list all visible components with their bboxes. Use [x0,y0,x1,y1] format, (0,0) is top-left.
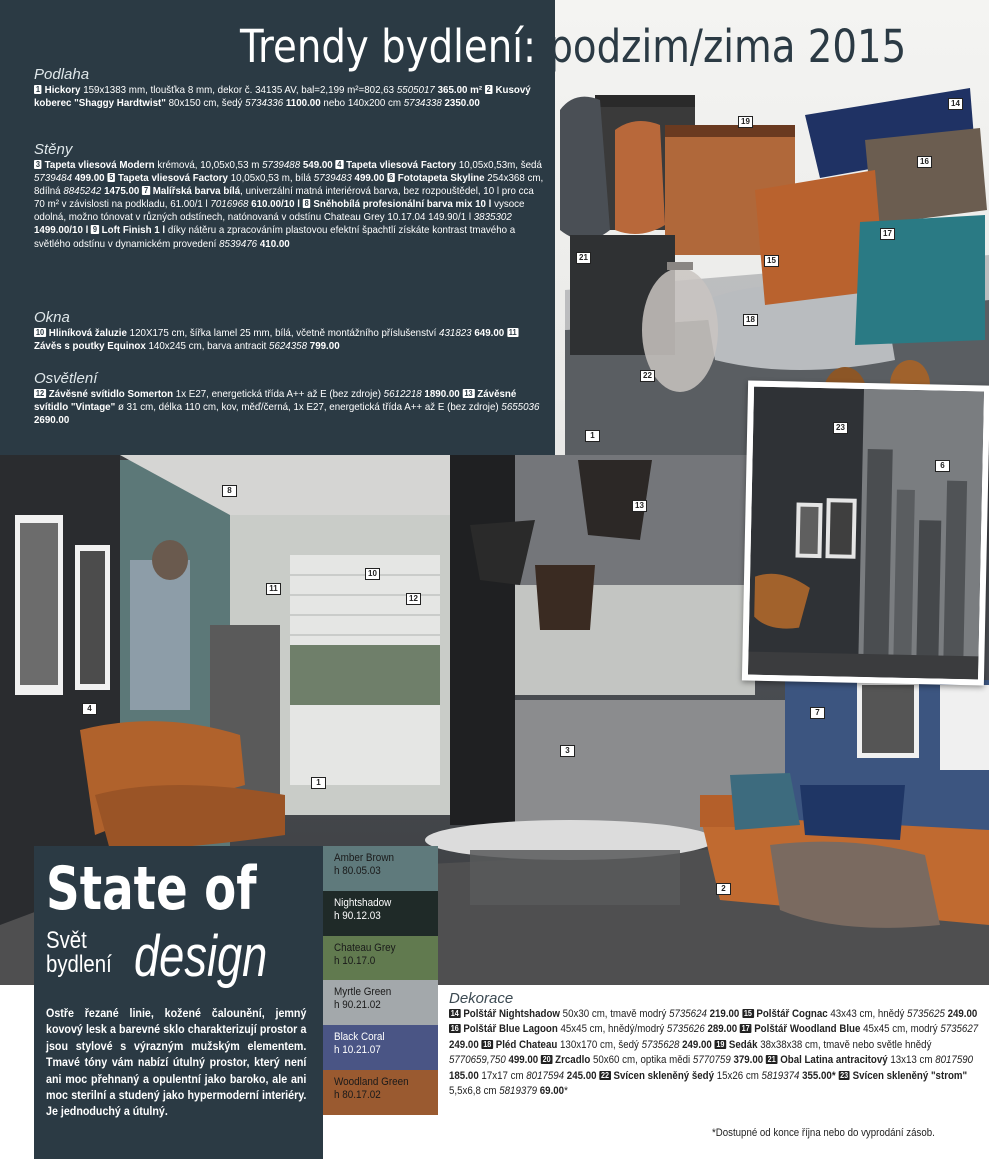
item-number-badge: 19 [716,1039,725,1049]
item-desc: 13x13 cm [887,1054,936,1067]
swatch-code: h 90.21.02 [334,999,381,1012]
item-price: 499.00 [508,1054,539,1067]
item-code: 5734338 [403,97,442,110]
item-code: 5739484 [34,172,73,185]
item-number-badge: 16 [450,1024,459,1034]
item-price: 379.00 [733,1054,764,1067]
item-desc: 130x170 cm, šedý [557,1038,642,1051]
item-number-badge: 18 [483,1039,492,1049]
callout-13: 13 [632,500,647,512]
item-code: 5735624 [669,1008,707,1020]
section-text [34,84,546,110]
item-desc: 38x38x38 cm, tmavě nebo světle hnědý [757,1038,932,1051]
item-number-badge: 6 [388,173,394,183]
item-desc: 50x60 cm, optika mědi [590,1054,693,1067]
skyline-wallpaper-photo [742,380,989,685]
item-number-badge: 9 [92,225,98,235]
item-code: 5819379 [499,1085,538,1098]
item-name: Závěsné svítidlo "Vintage" [34,388,517,414]
section-dekorace [449,990,989,1099]
section-heading: Okna [34,309,70,326]
item-code: 5505017 [396,84,435,96]
section-text [34,327,546,353]
swatch [323,1070,438,1115]
color-swatches [323,846,438,1115]
callout-15: 15 [764,255,779,267]
item-code: 7016968 [210,198,249,211]
item-name: Polštář Woodland Blue [754,1023,861,1036]
item-code: 5624358 [269,340,308,353]
item-number-badge: 17 [741,1024,750,1034]
section-text [34,159,546,251]
item-desc: 1x E27, energetická třída A++ až E (bez zdroje) [173,388,384,400]
swatch-code: h 10.17.0 [334,954,376,967]
section-heading: Dekorace [449,990,514,1007]
item-number-badge: 12 [35,389,45,398]
item-number-badge: 7 [143,186,149,196]
item-name: Obal Latina antracitový [780,1054,888,1067]
item-code: 5739488 [262,159,301,171]
item-number-badge: 11 [508,328,517,337]
callout-1b: 1 [311,777,326,789]
item-code: 8845242 [63,185,102,198]
swatch-name: Nightshadow [334,896,392,909]
item-price: 69.00 [539,1085,565,1098]
page-title-part1: Trendy bydlení: [240,20,537,73]
item-code: 5770659,750 [449,1054,506,1067]
swatch-name: Woodland Green [334,1075,409,1088]
item-price: 499.00 [74,172,105,185]
item-price: 649.00 [474,327,505,339]
item-name: Svícen skleněný "strom" [852,1069,968,1082]
callout-22: 22 [640,370,655,382]
item-price: 1100.00 [285,97,321,110]
item-price: 249.00 [449,1038,479,1051]
item-price: 249.00 [947,1008,978,1020]
item-code: 5770759 [692,1054,731,1067]
item-name: Tapeta vliesová Factory [117,172,228,185]
swatch-code: h 10.21.07 [334,1044,381,1057]
callout-8: 8 [222,485,237,497]
item-name: Závěsné svítidlo Somerton [48,388,174,400]
item-desc: 50x30 cm, tmavě modrý [559,1008,670,1020]
item-name: Sněhobílá profesionální barva mix 10 l [313,198,492,211]
swatch-name: Amber Brown [334,852,394,864]
item-name: Tapeta vliesová Modern [44,159,155,171]
section-podlaha [34,66,546,110]
sod-title-bydleni: bydlení [46,951,112,978]
item-desc: 159x1383 mm, tloušťka 8 mm, dekor č. 34135 AV, bal=2,199 m²=802,63 [80,84,397,96]
item-number-badge: 3 [35,160,41,169]
skyline-wallpaper-art [748,387,984,680]
item-number-badge: 14 [450,1009,459,1018]
item-number-badge: 10 [35,328,45,337]
item-desc: 5,5x6,8 cm [449,1085,500,1098]
item-code: 8017590 [935,1054,974,1067]
callout-14: 14 [948,98,963,110]
swatch [323,846,438,891]
callout-17: 17 [880,228,895,240]
item-name: Hliníková žaluzie [48,327,127,339]
item-name: Malířská barva bílá [152,185,241,198]
section-okna [34,309,546,353]
item-name: Loft Finish 1 l [101,224,166,237]
item-price: 1475.00 [104,185,140,198]
section-text [449,1007,985,1099]
callout-1a: 1 [585,430,600,442]
item-price: 499.00 [354,172,385,185]
item-desc: vysoce odolná, možno tónovat v různých odstínech, natónovaná v odstínu Chateau Grey 10.17.04 149.90/1 l [34,198,525,224]
item-name: Polštář Blue Lagoon [463,1023,558,1036]
item-code: 5735626 [666,1023,705,1036]
item-desc: 15x26 cm [714,1069,762,1082]
item-code: 5612218 [383,388,422,400]
section-heading: Podlaha [34,66,90,83]
callout-16: 16 [917,156,932,168]
item-code: 5735628 [641,1038,680,1051]
swatch [323,1025,438,1070]
item-price: 410.00 [259,237,290,250]
callout-12: 12 [406,593,421,605]
item-desc: ø 31 cm, délka 110 cm, kov, měď/černá, 1x E27, energetická třída A++ až E (bez zdroje) [115,401,502,414]
item-name: Fototapeta Skyline [397,172,485,185]
item-name: Závěs s poutky Equinox [34,340,146,353]
callout-19: 19 [738,116,753,128]
item-number-badge: 15 [743,1009,752,1018]
item-code: 5655036 [501,401,540,414]
item-price: 185.00 [449,1069,479,1082]
item-price: 355.00* [802,1069,836,1082]
callout-11: 11 [266,583,281,595]
swatch-code: h 80.17.02 [334,1088,381,1101]
item-number-badge: 4 [337,160,342,169]
item-code: 5735627 [940,1023,979,1036]
swatch-name: Black Coral [334,1031,385,1044]
sod-title-state: State of [46,854,257,924]
item-desc: 45x45 cm, hnědý/modrý [557,1023,667,1036]
item-number-badge: 21 [767,1055,776,1065]
swatch-name: Chateau Grey [334,941,396,954]
item-price: 610.00/10 l [251,198,301,211]
sod-title-svet: Svět [46,927,87,954]
item-price: 1499.00/10 l [34,224,89,237]
item-number-badge: 13 [464,389,473,398]
section-osvetleni [34,370,546,427]
callout-2: 2 [716,883,731,895]
item-number-badge: 8 [304,199,309,209]
item-desc: 45x45 cm, modrý [860,1023,941,1036]
section-text [34,388,546,427]
item-asterisk: * [564,1085,568,1098]
item-desc: 43x43 cm, hnědý [827,1008,908,1020]
item-desc: 10,05x0,53 m, bílá [227,172,314,185]
callout-18: 18 [743,314,758,326]
item-code: 8539476 [219,237,258,250]
sod-title-design: design [134,924,268,989]
callout-6: 6 [935,460,950,472]
callout-7: 7 [810,707,825,719]
item-price: 2350.00 [444,97,480,110]
item-name: Pléd Chateau [495,1038,558,1051]
callout-3: 3 [560,745,575,757]
item-name: Tapeta vliesová Factory [346,159,457,171]
item-number-badge: 1 [35,85,41,94]
swatch [323,936,438,981]
state-of-design-panel [34,846,323,1159]
item-desc: krémová, 10,05x0,53 m [154,159,263,171]
section-heading: Osvětlení [34,370,98,387]
footnote: *Dostupné od konce října nebo do vyprodání zásob. [712,1127,935,1139]
callout-21: 21 [576,252,591,264]
item-desc: 80x150 cm, šedý [165,97,246,110]
item-code: 3835302 [473,211,512,224]
item-number-badge: 20 [542,1055,551,1065]
item-desc: , univerzální matná interiérová barva, bez rozpouštědel, 10 l pro cca 70 m² v závislosti na podkladu, 61.00/1 l [34,185,534,211]
item-price: 2690.00 [34,414,70,427]
swatch [323,980,438,1025]
item-price: 289.00 [707,1023,738,1036]
callout-23: 23 [833,422,848,434]
item-number-badge: 22 [601,1070,610,1080]
callout-10: 10 [365,568,380,580]
item-price: 365.00 m² [437,84,483,96]
section-heading: Stěny [34,141,73,158]
callout-4: 4 [82,703,97,715]
item-code: 5739483 [313,172,352,185]
item-desc: 10,05x0,53m, šedá [456,159,542,171]
item-code: 5734336 [245,97,284,110]
item-price: 1890.00 [424,388,460,400]
item-code: 8017594 [526,1069,565,1082]
item-desc: 120X175 cm, šířka lamel 25 mm, bílá, včetně montážního příslušenství [126,327,440,339]
swatch-code: h 90.12.03 [334,909,381,922]
item-name: Zrcadlo [555,1054,591,1067]
sod-body-text: Ostře řezané linie, kožené čalounění, jemný kovový lesk a barevné sklo charakterizují prostor a jsou stylové s výrazným mužským elementem. Tmavé tóny vám nabízí útulný prostor, který není ani moc přehnaný a opulentní jako baroko, ale ani moc sterilní a studený jako hypermoderní interiéry. Je jednoduchý a útulný. [46,1008,307,1119]
item-name: Kusový koberec "Shaggy Hardtwist" [34,84,531,110]
item-code: 431823 [439,327,472,339]
item-name: Sedák [728,1038,758,1051]
page-title-part2: podzim/zima 2015 [548,20,907,73]
item-number-badge: 2 [486,85,491,94]
item-name: Polštář Nightshadow [463,1008,560,1020]
item-code: 5735625 [907,1008,945,1020]
item-number-badge: 23 [840,1070,849,1080]
item-desc: 17x17 cm [478,1069,527,1082]
item-code: 5819374 [761,1069,800,1082]
section-steny [34,141,546,251]
item-name: Polštář Cognac [756,1008,828,1020]
item-name: Hickory [44,84,81,96]
item-price: 219.00 [709,1008,740,1020]
item-desc: díky nátěru a zpracováním plastovou efektní špachtlí získáte kontrast tmavého a světlého odstínu v dynamickém provedení [34,224,516,250]
item-price: 249.00 [682,1038,712,1051]
item-price: 245.00 [566,1069,597,1082]
swatch-code: h 80.05.03 [334,865,381,877]
item-price: 549.00 [302,159,333,171]
item-name: Svícen skleněný šedý [613,1069,715,1082]
item-price: 799.00 [309,340,340,353]
swatch [323,891,438,936]
item-desc: 254x368 cm, 8dílná [34,172,544,198]
swatch-name: Myrtle Green [334,986,392,999]
item-number-badge: 5 [109,173,114,183]
item-desc: nebo 140x200 cm [320,97,404,110]
item-desc: 140x245 cm, barva antracit [145,340,270,353]
